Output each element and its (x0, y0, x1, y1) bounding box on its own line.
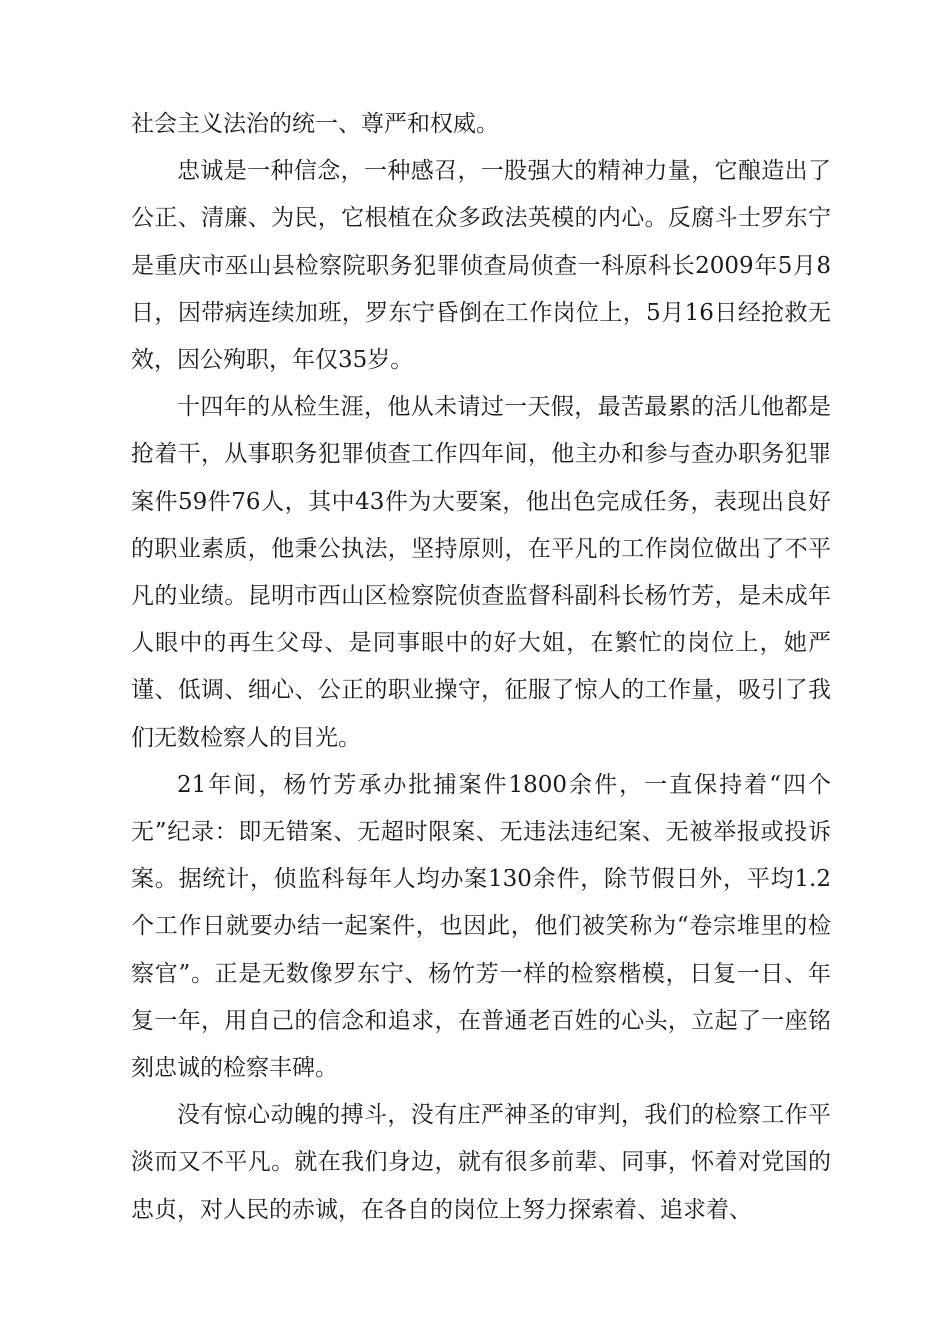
paragraph-ordinary-work: 没有惊心动魄的搏斗，没有庄严神圣的审判，我们的检察工作平淡而又不平凡。就在我们身边，就有很多前辈、同事，怀着对党国的忠贞，对人民的赤诚，在各自的岗位上努力探索着、追求着、 (131, 1102, 831, 1223)
paragraph-continuation: 社会主义法治的统一、尊严和权威。 (131, 111, 499, 137)
paragraph-loyalty: 忠诚是一种信念，一种感召，一股强大的精神力量，它酿造出了公正、清廉、为民，它根植在众多政法英模的内心。反腐斗士罗东宁是重庆市巫山县检察院职务犯罪侦查局侦查一科原科长2009年5月8日，因带病连续加班，罗东宁昏倒在工作岗位上，5月16日经抢救无效，因公殉职，年仅35岁。 (131, 158, 831, 374)
paragraph-statistics: 21年间，杨竹芳承办批捕案件1800余件，一直保持着“四个无”纪录：即无错案、无超时限案、无违法违纪案、无被举报或投诉案。据统计，侦监科每年人均办案130余件，除节假日外，平均1.2个工作日就要办结一起案件，也因此，他们被笑称为“卷宗堆里的检察官”。正是无数像罗东宁、杨竹芳一样的检察楷模，日复一日、年复一年，用自己的信念和追求，在普通老百姓的心头，立起了一座铭刻忠诚的检察丰碑。 (131, 771, 831, 1082)
document-body (131, 101, 831, 1234)
paragraph-career: 十四年的从检生涯，他从未请过一天假，最苦最累的活儿他都是抢着干，从事职务犯罪侦查工作四年间，他主办和参与查办职务犯罪案件59件76人，其中43件为大要案，他出色完成任务，表现出良好的职业素质，他秉公执法，坚持原则，在平凡的工作岗位做出了不平凡的业绩。昆明市西山区检察院侦查监督科副科长杨竹芳，是未成年人眼中的再生父母、是同事眼中的好大姐，在繁忙的岗位上，她严谨、低调、细心、公正的职业操守，征服了惊人的工作量，吸引了我们无数检察人的目光。 (131, 394, 831, 751)
